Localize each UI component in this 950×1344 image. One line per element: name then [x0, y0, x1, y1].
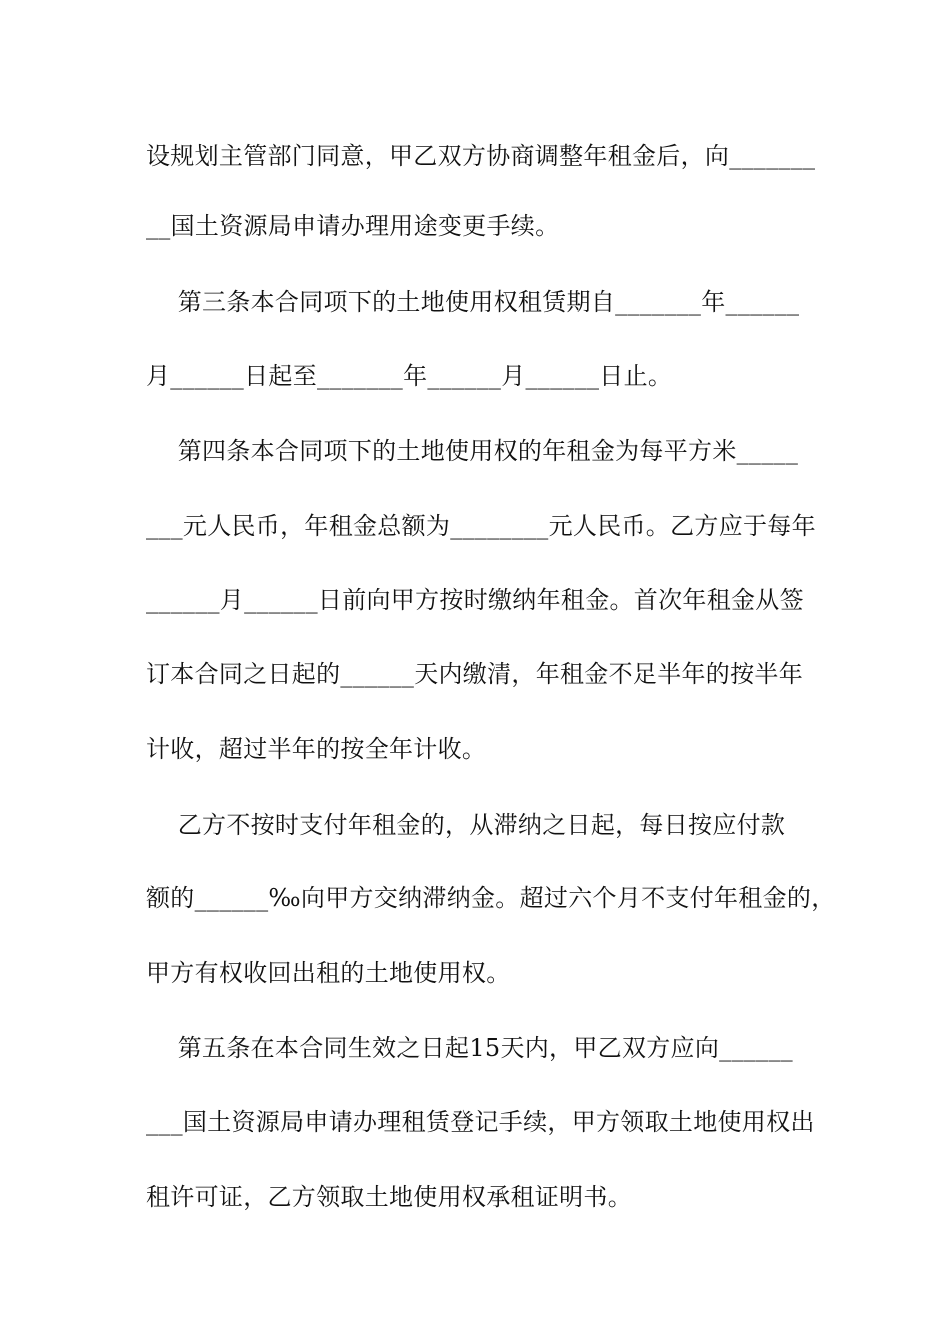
text-line-10: 乙方不按时支付年租金的，从滞纳之日起，每日按应付款 [146, 811, 786, 839]
text-line-9: 计收，超过半年的按全年计收。 [146, 735, 487, 763]
text-line-11: 额的______‰向甲方交纳滞纳金。超过六个月不支付年租金的， [146, 884, 836, 912]
text-line-5: 第四条本合同项下的土地使用权的年租金为每平方米_____ [146, 437, 799, 465]
text-line-1: 设规划主管部门同意，甲乙双方协商调整年租金后，向_______ [146, 142, 816, 170]
text-line-7: ______月______日前向甲方按时缴纳年租金。首次年租金从签 [146, 586, 804, 614]
text-line-12: 甲方有权收回出租的土地使用权。 [146, 959, 511, 987]
text-line-8: 订本合同之日起的______天内缴清，年租金不足半年的按半年 [146, 660, 803, 688]
text-line-6: ___元人民币，年租金总额为________元人民币。乙方应于每年 [146, 512, 816, 540]
text-line-15: 租许可证，乙方领取土地使用权承租证明书。 [146, 1183, 632, 1211]
text-line-13: 第五条在本合同生效之日起15天内，甲乙双方应向______ [146, 1034, 793, 1062]
text-line-4: 月______日起至_______年______月______日止。 [146, 362, 673, 390]
text-line-14: ___国土资源局申请办理租赁登记手续，甲方领取土地使用权出 [146, 1108, 815, 1136]
text-line-2: __国土资源局申请办理用途变更手续。 [146, 212, 560, 240]
text-line-3: 第三条本合同项下的土地使用权租赁期自_______年______ [146, 288, 800, 316]
